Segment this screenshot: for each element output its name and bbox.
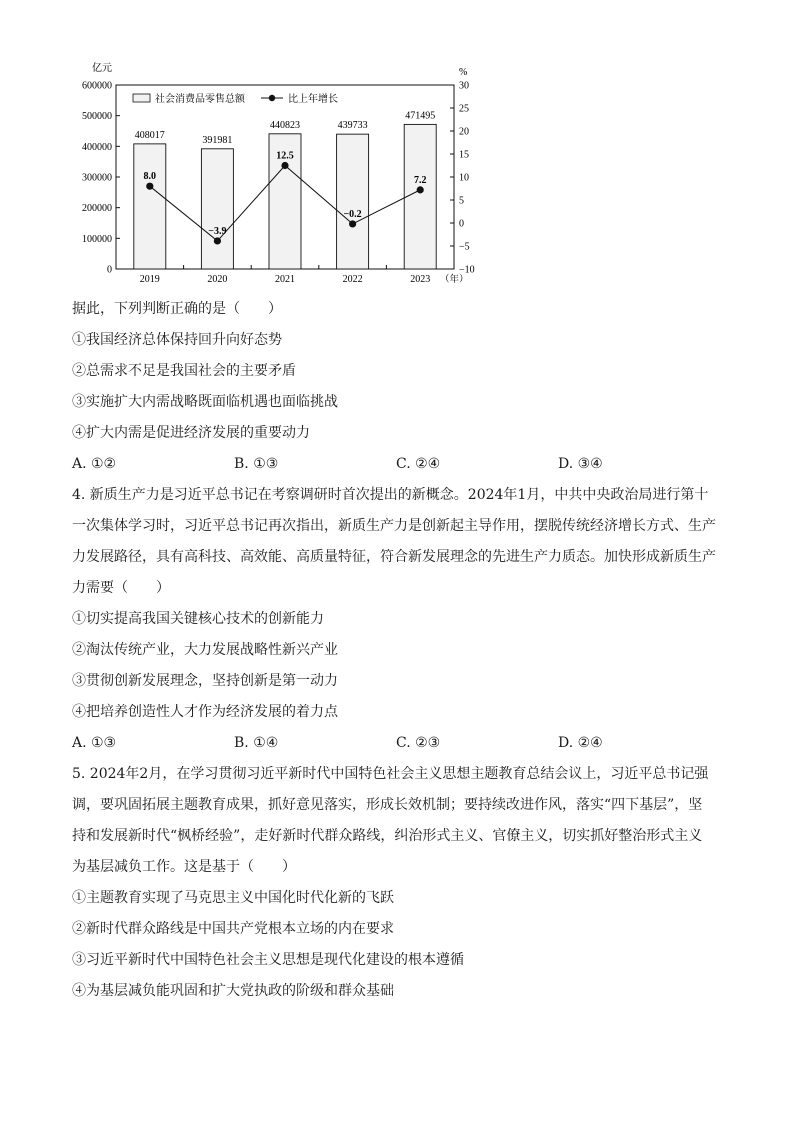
growth-marker (349, 220, 356, 227)
left-tick-label: 600000 (82, 80, 112, 92)
bar-series (134, 124, 436, 269)
x-tick-label: 2019 (139, 274, 160, 285)
q4-stem-line-1: 4. 新质生产力是习近平总书记在考察调研时首次提出的新概念。2024年1月，中共中央政治局进行第十 (72, 487, 709, 503)
q4-stem-line-2: 一次集体学习时，习近平总书记再次指出，新质生产力是创新起主导作用，摆脱传统经济增长方式、生产 (72, 518, 716, 534)
q3-option-a: A. ①② (72, 456, 117, 472)
legend-line-marker (269, 95, 275, 101)
legend-line-label: 比上年增长 (288, 94, 338, 105)
right-tick-label: 15 (459, 149, 469, 161)
bar-value-label: 440823 (270, 119, 300, 131)
question-content (72, 294, 732, 1007)
q3-option-c: C. ②④ (396, 456, 441, 472)
left-tick-label: 200000 (82, 203, 112, 215)
growth-marker (146, 183, 153, 190)
q5-item-2: ②新时代群众路线是中国共产党根本立场的内在要求 (72, 921, 394, 937)
q4-option-a: A. ①③ (72, 735, 117, 751)
q5-stem-line-1: 5. 2024年2月，在学习贯彻习近平新时代中国特色社会主义思想主题教育总结会议上，习近平总书记强 (72, 766, 709, 782)
growth-value-label: 12.5 (276, 150, 294, 162)
growth-value-label: 7.2 (413, 174, 427, 186)
right-tick-label: 25 (459, 103, 469, 115)
q5-stem-line-3: 持和发展新时代“枫桥经验”，走好新时代群众路线，纠治形式主义、官僚主义，切实抓好整治形式主义 (72, 828, 703, 844)
q4-stem-line-4: 力需要（ ） (72, 580, 170, 596)
x-tick-label: 2023 (410, 274, 431, 285)
q4-stem-line-3: 力发展路径，具有高科技、高效能、高质量特征，符合新发展理念的先进生产力质态。加快形成新质生产 (72, 549, 716, 565)
q4-option-c: C. ②③ (396, 735, 441, 751)
q5-item-4: ④为基层减负能巩固和扩大党执政的阶级和群众基础 (72, 983, 394, 999)
bar-value-label: 439733 (337, 120, 368, 132)
q5-item-1: ①主题教育实现了马克思主义中国化时代化新的飞跃 (72, 890, 394, 906)
x-tick-label: 2022 (342, 274, 363, 285)
right-tick-label: 30 (459, 80, 469, 92)
right-tick-label: 0 (459, 218, 464, 230)
q3-item-3: ③实施扩大内需战略既面临机遇也面临挑战 (72, 394, 338, 410)
q5-item-3: ③习近平新时代中国特色社会主义思想是现代化建设的根本遵循 (72, 952, 464, 968)
left-tick-label: 300000 (82, 172, 112, 184)
bar (201, 149, 233, 269)
right-tick-label: 20 (459, 126, 469, 138)
left-tick-label: 0 (107, 264, 112, 276)
retail-sales-chart (70, 62, 480, 290)
legend (133, 92, 338, 105)
q4-option-b: B. ①④ (234, 735, 279, 751)
q3-item-2: ②总需求不足是我国社会的主要矛盾 (72, 363, 296, 379)
bar (134, 144, 166, 269)
q4-item-4: ④把培养创造性人才作为经济发展的着力点 (72, 704, 338, 720)
bar-value-label: 391981 (202, 134, 233, 146)
left-tick-label: 100000 (82, 233, 112, 245)
x-tick-label: 2020 (207, 274, 228, 285)
legend-bar-label: 社会消费品零售总额 (155, 94, 245, 105)
left-tick-label: 500000 (82, 111, 112, 123)
right-tick-label: −5 (459, 241, 470, 253)
right-axis-unit: % (459, 67, 468, 78)
growth-marker (417, 186, 424, 193)
left-tick-label: 400000 (82, 141, 112, 153)
growth-value-label: −3.9 (208, 225, 227, 237)
legend-bar-swatch (133, 94, 150, 102)
q4-options (72, 728, 732, 759)
bar-value-label: 471495 (405, 110, 436, 122)
growth-value-label: 8.0 (143, 171, 157, 183)
x-axis-unit: （年） (440, 275, 469, 285)
x-tick-label: 2021 (275, 274, 295, 285)
bar-value-label: 408017 (134, 129, 165, 141)
q5-stem-line-4: 为基层减负工作。这是基于（ ） (72, 859, 296, 875)
q4-item-2: ②淘汰传统产业，大力发展战略性新兴产业 (72, 642, 338, 658)
q3-option-b: B. ①③ (234, 456, 279, 472)
left-axis-ticks (82, 81, 120, 276)
bar (404, 124, 436, 269)
growth-value-label: −0.2 (343, 208, 362, 220)
q3-options (72, 449, 732, 480)
right-tick-label: 10 (459, 172, 469, 184)
q4-item-1: ①切实提高我国关键核心技术的创新能力 (72, 611, 324, 627)
right-tick-label: −10 (459, 264, 475, 276)
q4-option-d: D. ②④ (558, 735, 603, 751)
q5-stem-line-2: 调，要巩固拓展主题教育成果，抓好意见落实，形成长效机制；要持续改进作风，落实“四下基层”，坚 (72, 797, 703, 813)
right-tick-label: 5 (459, 195, 464, 207)
q3-option-d: D. ③④ (558, 456, 603, 472)
q3-item-1: ①我国经济总体保持回升向好态势 (72, 332, 282, 348)
q3-item-4: ④扩大内需是促进经济发展的重要动力 (72, 425, 310, 441)
left-axis-unit: 亿元 (92, 63, 112, 74)
bar (337, 134, 369, 269)
q4-item-3: ③贯彻创新发展理念，坚持创新是第一动力 (72, 673, 338, 689)
growth-marker (214, 237, 221, 244)
q3-stem: 据此，下列判断正确的是（ ） (72, 301, 282, 317)
growth-marker (281, 162, 288, 169)
